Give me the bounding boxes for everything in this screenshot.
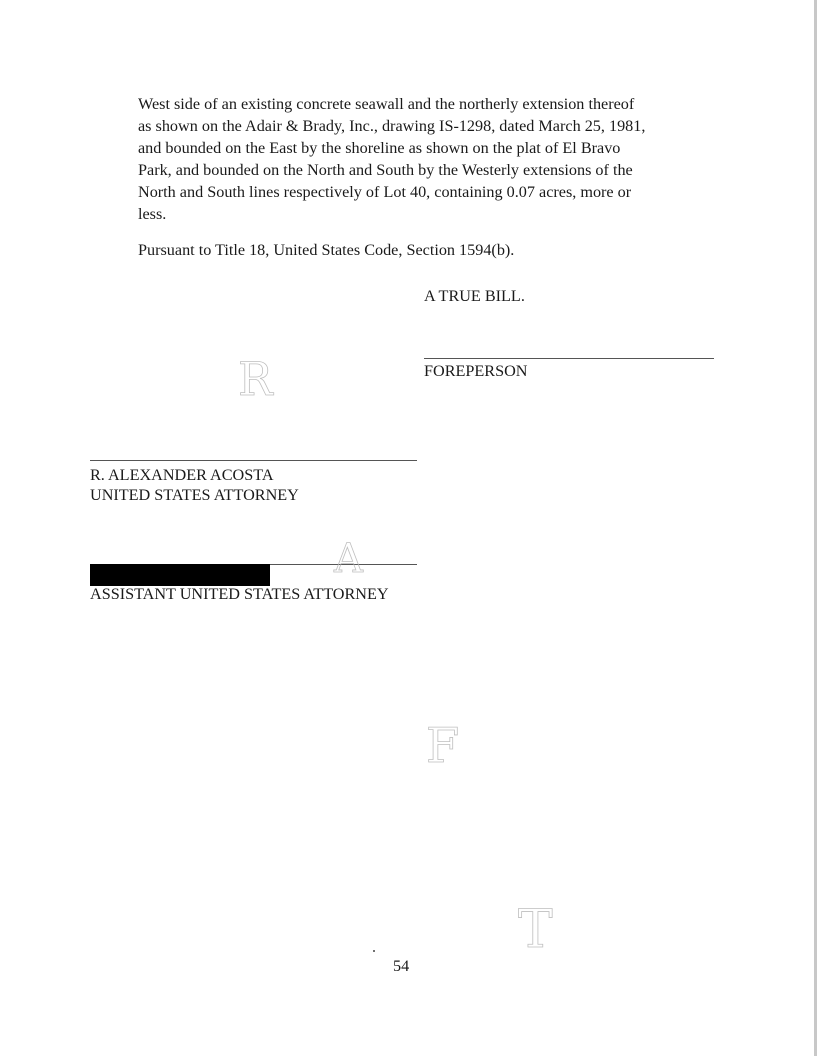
true-bill-heading: A TRUE BILL. <box>424 287 525 305</box>
us-attorney-signature-line <box>90 460 417 461</box>
redaction-bar <box>90 564 270 586</box>
body-paragraph <box>138 93 668 225</box>
watermark-letter-f: F <box>426 718 460 774</box>
scan-speck <box>373 950 375 952</box>
page-number: 54 <box>393 957 410 975</box>
paragraph-line: and bounded on the East by the shoreline as shown on the plat of El Bravo <box>138 139 621 157</box>
us-attorney-block <box>90 465 299 505</box>
us-attorney-name: R. ALEXANDER ACOSTA <box>90 466 274 484</box>
paragraph-line: Park, and bounded on the North and South by the Westerly extensions of the <box>138 161 633 179</box>
statute-citation: Pursuant to Title 18, United States Code, Section 1594(b). <box>138 241 515 259</box>
us-attorney-title: UNITED STATES ATTORNEY <box>90 486 299 504</box>
foreperson-label: FOREPERSON <box>424 362 528 380</box>
watermark-letter-t: T <box>518 900 553 960</box>
paragraph-line: as shown on the Adair & Brady, Inc., drawing IS-1298, dated March 25, 1981, <box>138 117 646 135</box>
paragraph-line: North and South lines respectively of Lot 40, containing 0.07 acres, more or <box>138 183 632 201</box>
paragraph-line: less. <box>138 205 167 223</box>
foreperson-signature-line <box>424 358 714 359</box>
paragraph-line: West side of an existing concrete seawall and the northerly extension thereof <box>138 95 635 113</box>
watermark-letter-a: A <box>334 536 363 582</box>
assistant-attorney-title: ASSISTANT UNITED STATES ATTORNEY <box>90 585 389 603</box>
watermark-letter-r: R <box>238 352 273 406</box>
